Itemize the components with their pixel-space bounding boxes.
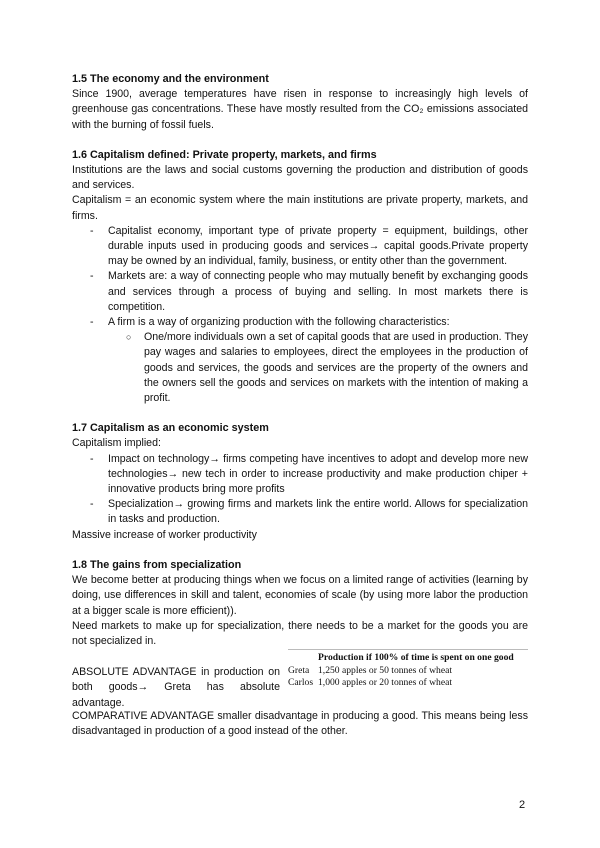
absolute-advantage-text: ABSOLUTE ADVANTAGE in production on both goods→ Greta has absolute advantage. — [72, 666, 280, 709]
dash-bullet-icon: - — [90, 270, 94, 283]
dash-bullet-icon: - — [90, 452, 94, 465]
table-row-name: Carlos — [288, 677, 314, 689]
dash-bullet-icon: - — [90, 224, 94, 237]
bullet-list — [72, 224, 528, 406]
list-item — [72, 224, 528, 270]
comparative-advantage-text: COMPARATIVE ADVANTAGE smaller disadvantage in producing a good. This means being less disadvantaged in production of a good instead of the other. — [72, 710, 528, 738]
table-row — [288, 677, 528, 690]
list-item-text: Capitalist economy, important type of private property = equipment, buildings, other durable inputs used in producing goods and services→ capital goods.Private property may be owned by an individual, family, business, or entity other than the government. — [108, 224, 528, 268]
paragraph: Capitalism = an economic system where the main institutions are private property, markets, and firms. — [72, 194, 528, 222]
list-item-text: A firm is a way of organizing production with the following characteristics: — [108, 316, 450, 329]
list-item — [72, 452, 528, 498]
list-item-text: Impact on technology→ firms competing have incentives to adopt and develop more new technologies→ new tech in order to increase productivity and make production chiper + innovative products bring more profits — [108, 452, 528, 496]
paragraph: Capitalism implied: — [72, 437, 161, 450]
paragraph: Need markets to make up for specialization, there needs to be a market for the goods you are not specialized in. — [72, 619, 528, 647]
section-heading-1-5: 1.5 The economy and the environment — [72, 73, 269, 85]
list-item — [72, 497, 528, 527]
production-table-figure — [288, 649, 528, 690]
list-item-text: Markets are: a way of connecting people who may mutually benefit by exchanging goods and services through a process of buying and selling. In most markets there is competition. — [108, 270, 528, 313]
paragraph: We become better at producing things when we focus on a limited range of activities (learning by doing, use differences in skill and talent, economies of scale (by using more labor the production at a bigger scale is more efficient)). — [72, 574, 528, 617]
table-rule — [288, 649, 528, 650]
bullet-list — [72, 452, 528, 528]
list-item-text: Specialization→ growing firms and markets link the entire world. Allows for specialization in tasks and production. — [108, 498, 528, 526]
paragraph: Since 1900, average temperatures have risen in response to increasingly high levels of greenhouse gas concentrations. These have mostly resulted from the CO₂ emissions associated with the burning of fossil fuels. — [72, 88, 528, 131]
sub-list-item-text: One/more individuals own a set of capital goods that are used in production. They pay wages and salaries to employees, direct the employees in the production of goods and services, the goods and services are the property of the owners and the owners sell the goods and services on markets with the intention of making a profit. — [144, 331, 528, 405]
dash-bullet-icon: - — [90, 498, 94, 511]
sub-list — [108, 330, 528, 406]
paragraph: Massive increase of worker productivity — [72, 528, 257, 541]
advantage-block — [72, 649, 528, 709]
table-title: Production if 100% of time is spent on one good — [318, 652, 514, 664]
list-item — [72, 269, 528, 315]
page-number: 2 — [519, 799, 526, 811]
list-item — [72, 315, 528, 406]
paragraph: Institutions are the laws and social customs governing the production and distribution of goods and services. — [72, 164, 528, 192]
section-heading-1-7: 1.7 Capitalism as an economic system — [72, 422, 269, 435]
section-heading-1-8: 1.8 The gains from specialization — [72, 558, 242, 571]
document-page — [72, 72, 528, 740]
table-row-name: Greta — [288, 664, 310, 676]
table-row — [288, 665, 528, 678]
dash-bullet-icon: - — [90, 316, 94, 329]
table-row-value: 1,000 apples or 20 tonnes of wheat — [318, 677, 453, 689]
table-row-value: 1,250 apples or 50 tonnes of wheat — [318, 664, 453, 676]
sub-list-item — [108, 330, 528, 406]
section-heading-1-6: 1.6 Capitalism defined: Private property, markets, and firms — [72, 148, 377, 161]
circle-bullet-icon: ○ — [126, 332, 132, 343]
